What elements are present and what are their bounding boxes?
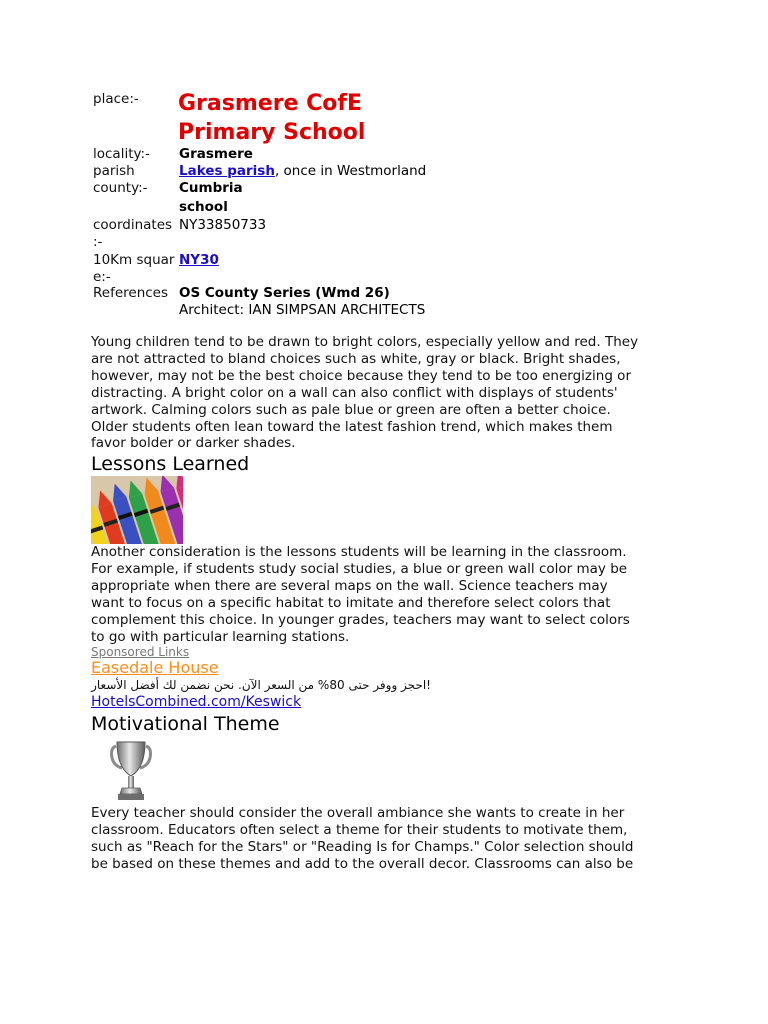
text-line: are not attracted to bland choices such as white, gray or black. Bright shades, bbox=[91, 350, 621, 367]
coordinates-label-wrap: :- bbox=[93, 234, 103, 250]
trophy-image bbox=[108, 738, 154, 802]
page-title bbox=[178, 89, 365, 147]
locality-label: locality:- bbox=[93, 146, 150, 162]
parish-value bbox=[179, 163, 426, 180]
text-line: Another consideration is the lessons students will be learning in the classroom. bbox=[91, 544, 627, 560]
text-line: appropriate when there are several maps on the wall. Science teachers may bbox=[91, 577, 608, 594]
square-value bbox=[179, 252, 219, 269]
text-line: Older students often lean toward the latest fashion trend, which makes them bbox=[91, 418, 613, 435]
text-line: to go with particular learning stations. bbox=[91, 628, 350, 645]
parish-rest: , once in Westmorland bbox=[274, 163, 427, 179]
square-label: 10Km squar bbox=[93, 252, 175, 268]
title-line-1: Grasmere CofE bbox=[178, 91, 362, 116]
square-link[interactable]: NY30 bbox=[179, 252, 219, 268]
text-line: favor bolder or darker shades. bbox=[91, 435, 296, 452]
text-line: artwork. Calming colors such as pale blue or green are often a better choice. bbox=[91, 401, 611, 418]
parish-label: parish bbox=[93, 163, 135, 179]
reference-1: OS County Series (Wmd 26) bbox=[179, 285, 390, 301]
text-line: however, may not be the best choice because they tend to be too energizing or bbox=[91, 367, 631, 384]
ad-url-link[interactable]: HotelsCombined.com/Keswick bbox=[91, 694, 302, 710]
place-label: place:- bbox=[93, 91, 139, 107]
type-value: school bbox=[179, 199, 228, 215]
text-line: distracting. A bright color on a wall can also conflict with displays of students' bbox=[91, 384, 618, 401]
intro-paragraph bbox=[91, 334, 691, 452]
ad-text: !احجز ووفر حتى 80% من السعر الآن. نحن نضمن لك أفضل الأسعار bbox=[91, 678, 431, 692]
square-label-wrap: e:- bbox=[93, 269, 111, 285]
coordinates-value: NY33850733 bbox=[179, 217, 267, 233]
text-line: want to focus on a specific habitat to imitate and therefore select colors that bbox=[91, 594, 611, 611]
text-line: For example, if students study social studies, a blue or green wall color may be bbox=[91, 560, 628, 577]
text-line: classroom. Educators often select a theme for their students to motivate them, bbox=[91, 821, 628, 838]
county-label: county:- bbox=[93, 180, 148, 196]
lessons-paragraph bbox=[91, 544, 691, 645]
text-line: be based on these themes and add to the overall decor. Classrooms can also be bbox=[91, 855, 634, 872]
county-value: Cumbria bbox=[179, 180, 243, 196]
text-line: Young children tend to be drawn to bright colors, especially yellow and red. They bbox=[91, 334, 639, 350]
coordinates-label: coordinates bbox=[93, 217, 173, 233]
text-line: complement this choice. In younger grades, teachers may want to select colors bbox=[91, 611, 630, 628]
text-line: Every teacher should consider the overall ambiance she wants to create in her bbox=[91, 805, 625, 821]
reference-2: Architect: IAN SIMPSAN ARCHITECTS bbox=[179, 302, 426, 318]
references-label: References bbox=[93, 285, 169, 301]
title-line-2: Primary School bbox=[178, 120, 366, 145]
sponsored-links-label[interactable]: Sponsored Links bbox=[91, 645, 190, 659]
locality-value: Grasmere bbox=[179, 146, 253, 162]
crayons-image bbox=[91, 476, 183, 544]
motivational-paragraph bbox=[91, 805, 691, 873]
text-line: such as "Reach for the Stars" or "Reading Is for Champs." Color selection should bbox=[91, 838, 634, 855]
ad-title-link[interactable]: Easedale House bbox=[91, 658, 219, 677]
parish-link[interactable]: Lakes parish bbox=[179, 163, 275, 179]
lessons-heading: Lessons Learned bbox=[91, 453, 250, 475]
motivational-heading: Motivational Theme bbox=[91, 713, 280, 735]
